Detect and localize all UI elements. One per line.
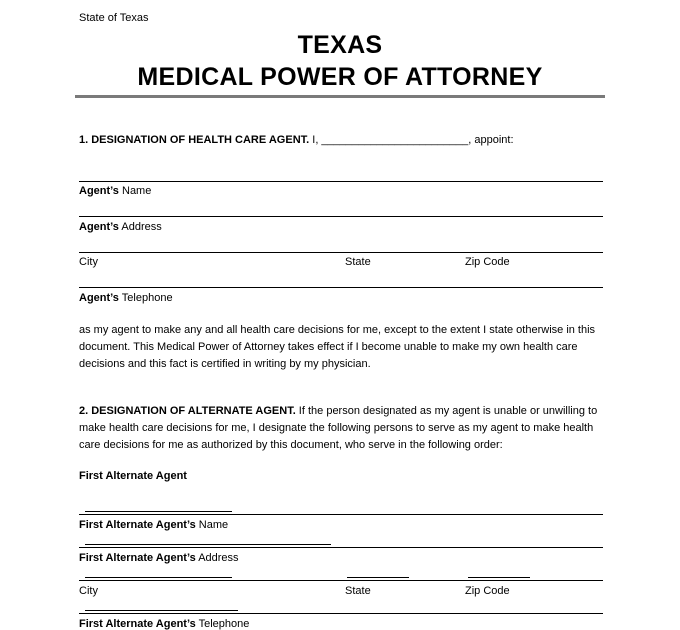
first-alt-address-label-bold: First Alternate Agent’s: [79, 552, 196, 564]
agent-city-state-zip-line[interactable]: [79, 252, 603, 253]
first-alt-name-label-bold: First Alternate Agent’s: [79, 519, 196, 531]
first-alt-address-blank: [85, 544, 331, 545]
first-alt-name-blank: [85, 511, 232, 512]
first-alt-name-label: [79, 519, 228, 531]
agent-address-line[interactable]: [79, 216, 603, 217]
page-title-line2: MEDICAL POWER OF ATTORNEY: [137, 63, 543, 91]
first-alt-address-line[interactable]: [79, 547, 603, 548]
section2-paragraph: [79, 403, 603, 454]
section1-heading-line: [79, 134, 514, 146]
first-alt-state-blank: [347, 577, 409, 578]
first-alt-address-label-rest: Address: [195, 552, 239, 564]
section1-heading: 1. DESIGNATION OF HEALTH CARE AGENT.: [79, 134, 310, 146]
agent-zip-label: Zip Code: [465, 256, 510, 268]
first-alt-city-blank: [85, 577, 232, 578]
section1-body: as my agent to make any and all health care decisions for me, except to the extent I state otherwise in this document. This Medical Power of Attorney takes effect if I become unable to make my own health care decisions and this fact is certified in writing by my physician.: [79, 324, 596, 370]
first-alt-telephone-label-bold: First Alternate Agent’s: [79, 618, 196, 630]
first-alt-zip-label: Zip Code: [465, 585, 510, 597]
title-divider: [75, 95, 605, 98]
agent-address-label-rest: Address: [118, 221, 162, 233]
first-alt-city-label: City: [79, 585, 98, 597]
agent-telephone-line[interactable]: [79, 287, 603, 288]
first-alt-zip-blank: [468, 577, 530, 578]
first-alt-telephone-label: [79, 618, 249, 630]
section2-heading: 2. DESIGNATION OF ALTERNATE AGENT.: [79, 405, 296, 417]
agent-name-label-rest: Name: [118, 185, 152, 197]
first-alt-name-line[interactable]: [79, 514, 603, 515]
agent-telephone-label: [79, 292, 173, 304]
first-alt-name-label-rest: Name: [195, 519, 229, 531]
agent-name-line[interactable]: [79, 181, 603, 182]
agent-city-label: City: [79, 256, 98, 268]
agent-telephone-label-bold: Agent’s: [79, 292, 119, 304]
section1-intro: I, ________________________, appoint:: [309, 134, 514, 146]
first-alt-telephone-label-rest: Telephone: [195, 618, 250, 630]
agent-state-label: State: [345, 256, 371, 268]
agent-name-label: [79, 185, 151, 197]
first-alt-telephone-blank: [85, 610, 238, 611]
first-alt-city-state-zip-line[interactable]: [79, 580, 603, 581]
state-label: State of Texas: [79, 12, 149, 24]
agent-address-label-bold: Agent’s: [79, 221, 119, 233]
section2-body: If the person designated as my agent is unable or unwilling to make health care decisions for me, I designate the following persons to serve as my agent to make health care decisions for me as authorized by this document, who serve in the following order:: [79, 405, 598, 451]
first-alt-telephone-line[interactable]: [79, 613, 603, 614]
agent-address-label: [79, 221, 162, 233]
first-alternate-heading: First Alternate Agent: [79, 470, 187, 482]
agent-name-label-bold: Agent’s: [79, 185, 119, 197]
page-title-line1: TEXAS: [297, 31, 383, 59]
first-alt-state-label: State: [345, 585, 371, 597]
first-alt-address-label: [79, 552, 239, 564]
agent-telephone-label-rest: Telephone: [118, 292, 173, 304]
